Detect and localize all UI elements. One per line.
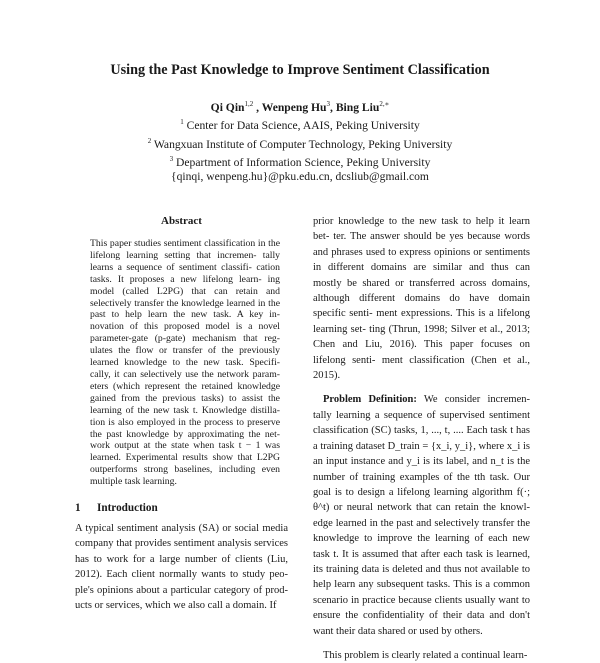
- p2-line: scenario in practice because clients usually want: [313, 594, 522, 606]
- p1-line: prior knowledge to the new task to help it learn bet-: [313, 216, 530, 243]
- intro-line: ple's opinions about a particular category of prod-: [75, 584, 288, 596]
- author-3-sup: 2,∗: [379, 100, 390, 108]
- author-1: Qi Qin: [210, 100, 245, 114]
- intro-line: 2012). Each client normally wants to study peo-: [75, 569, 288, 581]
- abstract-line: outperforms strong baselines, including even: [90, 464, 280, 476]
- author-sep-2: ,: [330, 100, 336, 114]
- p2-line: its training data is deleted and thus not available to: [313, 563, 530, 575]
- p1-line: ter. The answer should be yes because words and: [313, 231, 530, 258]
- section-number: 1: [75, 502, 81, 515]
- abstract-line: parameter-gate (p-gate) mechanism that reg-: [90, 333, 280, 345]
- abstract-line: the past knowledge by approximating the net-: [90, 428, 280, 440]
- intro-line: A typical sentiment analysis (SA) or social media: [75, 523, 288, 535]
- p3-line: This problem is clearly related a continual learn-: [323, 649, 528, 661]
- paragraph-lifelong: [313, 214, 530, 383]
- p2-line: is the number of training examples of the tth task.: [313, 456, 530, 483]
- abstract-line: the past to help learn the new task. A key in-: [90, 297, 280, 321]
- abstract-line: This paper studies sentiment classification in: [90, 238, 269, 249]
- p2-line: want their data shared or used by others.: [313, 625, 483, 637]
- right-column: [313, 214, 530, 663]
- p1-line: be shared or transferred across domains, although: [313, 277, 530, 305]
- abstract-heading: Abstract: [161, 215, 202, 227]
- p2-line: has a training dataset D_train = {x_i, y_i}, where: [313, 425, 530, 452]
- left-column: [75, 214, 288, 613]
- affiliation-2-sup: 2: [147, 136, 152, 145]
- p2-line: edge learned in the past and selectively transfer the: [313, 517, 530, 529]
- p1-line: ment classification (Chen et al., 2015).: [313, 354, 530, 382]
- abstract-line: learning of the new task t. Knowledge distilla-: [90, 404, 280, 416]
- affiliation-1-text: Center for Data Science, AAIS, Peking University: [183, 119, 420, 133]
- p2-line: f(·; θ^t) or neural network that can retain the knowl-: [313, 486, 530, 514]
- affiliation-2: [0, 134, 600, 152]
- p2-line: knowledge to improve the learning of each new: [313, 533, 530, 545]
- p1-line: Liu, 2016). This paper focuses on lifelong senti-: [313, 339, 530, 366]
- abstract-line: gained from the previous tasks) to assist the: [90, 392, 280, 404]
- paragraph-continual: [313, 648, 530, 663]
- p1-line: different domains do have domain specific senti-: [313, 293, 530, 320]
- abstract-line: ing model (called L2PG) that can retain and: [90, 273, 280, 297]
- p2-line: task t. It is assumed that after each task is learned,: [313, 548, 530, 560]
- author-emails: {qinqi, wenpeng.hu}@pku.edu.cn, dcsliub@gmail.com: [171, 170, 429, 184]
- affiliation-3-text: Department of Information Science, Peking University: [173, 155, 431, 169]
- author-block: [0, 97, 600, 185]
- author-2: Wenpeng Hu: [261, 100, 327, 114]
- author-1-sup: 1,2: [244, 100, 254, 108]
- abstract-line: learned knowledge to the new task. Specifi-: [90, 357, 280, 369]
- affiliation-1-sup: 1: [180, 118, 184, 127]
- section-heading-introduction: [75, 501, 288, 515]
- p2-line: We consider incremen-: [416, 394, 531, 406]
- p2-line: help learn any subsequent tasks. This is a common: [313, 579, 530, 591]
- p2-line: classification (SC) tasks, 1, ..., t, .... Each task t: [313, 425, 516, 437]
- abstract-body: [90, 238, 280, 488]
- problem-definition-label: Problem Definition:: [323, 394, 417, 406]
- problem-definition-text: [313, 394, 530, 636]
- p2-line: to ensure the confidentiality of their data and don't: [313, 594, 530, 622]
- author-sep-1: ,: [253, 100, 262, 114]
- p2-line: Our goal is to design a lifelong learning algorithm: [313, 471, 530, 498]
- affiliation-1: [0, 115, 600, 133]
- abstract-line: novation of this proposed model is a novel: [90, 321, 280, 333]
- abstract-line: tion is also employed in the process to preserve: [90, 416, 280, 428]
- author-2-sup: 3: [326, 100, 331, 108]
- affiliation-3-sup: 3: [169, 155, 174, 164]
- p1-line: phrases used to express opinions or sentiments in: [313, 246, 530, 274]
- abstract-line: work output at the state when task t − 1 was: [90, 440, 280, 452]
- affiliation-2-text: Wangxuan Institute of Computer Technology, Peking University: [151, 137, 453, 151]
- abstract-line: ulates the flow or transfer of the previously: [90, 345, 280, 357]
- p1-line: ting (Thrun, 1998; Silver et al., 2013; Chen and: [313, 323, 530, 351]
- paragraph-problem-definition: [313, 392, 530, 639]
- intro-line: has to work for a large number of clients (Liu,: [75, 553, 288, 565]
- abstract-line: the lifelong learning setting that incremen-: [90, 238, 280, 261]
- abstract-line: tally learns a sequence of sentiment classifi-: [90, 249, 280, 273]
- p2-line: tally learning a sequence of supervised sentiment: [313, 409, 530, 421]
- intro-line: company that provides sentiment analysis services: [75, 538, 288, 550]
- p1-line: ment expressions. This is a lifelong learning set-: [313, 308, 530, 335]
- paper-title: Using the Past Knowledge to Improve Sentiment Classification: [110, 62, 490, 78]
- author-3: Bing Liu: [335, 100, 380, 114]
- abstract-line: cally, it can selectively use the network param-: [90, 368, 280, 380]
- section-title: Introduction: [97, 502, 158, 515]
- abstract-line: cation tasks. It proposes a new lifelong learn-: [90, 261, 280, 285]
- abstract-line: selectively transfer the knowledge learned in: [90, 297, 269, 309]
- abstract-line: learned. Experimental results show that L2PG: [90, 452, 280, 464]
- p1-line: different domains are similar and thus can mostly: [313, 262, 530, 289]
- intro-line: ucts or services, which we also call a domain. If: [75, 600, 277, 612]
- abstract-line: multiple task learning.: [90, 476, 177, 488]
- affiliation-3: [0, 152, 600, 170]
- abstract-line: eters (which represent the retained knowledge: [90, 380, 280, 392]
- author-names: [0, 97, 600, 115]
- p2-line: x_i is an input instance and y_i is its label, and n_t: [313, 440, 531, 468]
